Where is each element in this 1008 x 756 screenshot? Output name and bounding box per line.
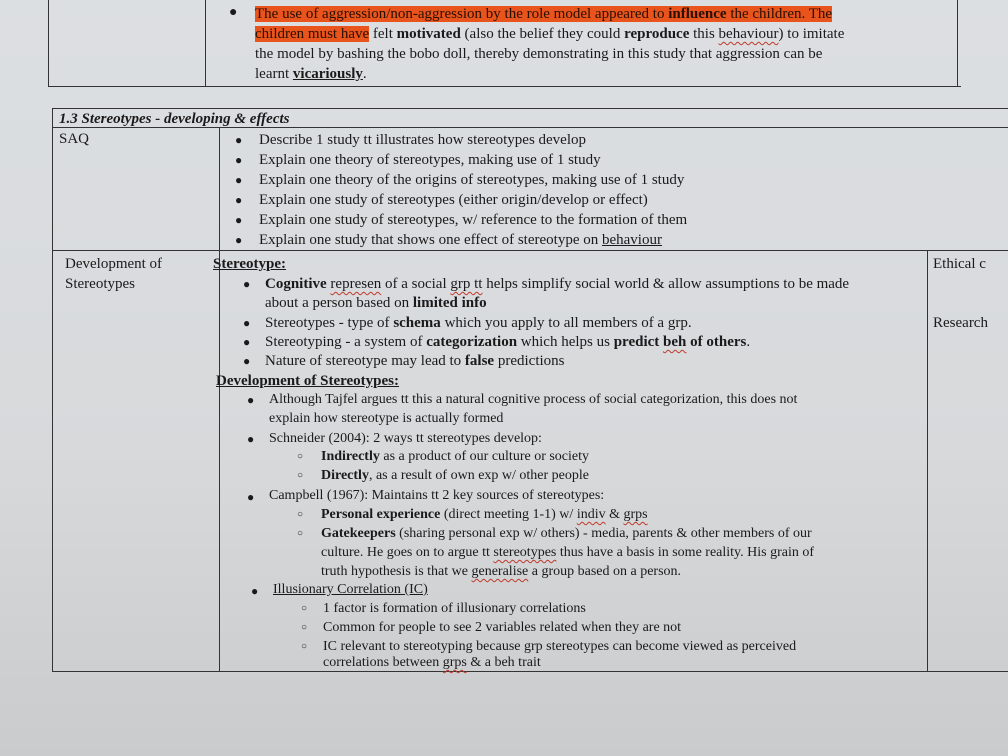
saq-item: Explain one study of stereotypes (either origin/develop or effect) bbox=[259, 192, 648, 208]
campbell-gatekeepers-line3: truth hypothesis is that we generalise a group based on a person. bbox=[321, 564, 682, 579]
bullet: ● bbox=[243, 277, 251, 291]
stereotype-schema: Stereotypes - type of schema which you apply to all members of a grp. bbox=[265, 315, 692, 331]
bullet: ● bbox=[243, 354, 251, 368]
dev-label-line2: Stereotypes bbox=[65, 276, 135, 292]
bullet: ● bbox=[247, 432, 255, 446]
ic-common: Common for people to see 2 variables related when they are not bbox=[323, 620, 682, 635]
saq-label: SAQ bbox=[59, 131, 90, 147]
bullet: ● bbox=[243, 316, 251, 330]
bullet: ● bbox=[235, 153, 243, 167]
column-divider bbox=[927, 250, 928, 671]
bullet: ● bbox=[235, 173, 243, 187]
development-heading: Development of Stereotypes: bbox=[216, 373, 400, 389]
schneider-direct: Directly, as a result of own exp w/ other people bbox=[321, 468, 590, 483]
schneider-indirect: Indirectly as a product of our culture or society bbox=[321, 449, 590, 464]
right-column-ethical: Ethical c bbox=[933, 256, 986, 272]
stereotype-def-line2: about a person based on limited info bbox=[265, 295, 487, 311]
bullet: ● bbox=[235, 133, 243, 147]
bullet: ● bbox=[235, 193, 243, 207]
bullet: ● bbox=[251, 584, 259, 598]
stereotype-nature: Nature of stereotype may lead to false predictions bbox=[265, 353, 565, 369]
column-divider bbox=[205, 0, 206, 86]
bullet: ● bbox=[235, 233, 243, 247]
column-divider bbox=[219, 127, 220, 671]
sub-bullet: ○ bbox=[301, 622, 308, 633]
dev-label-line1: Development of bbox=[65, 256, 163, 272]
sub-bullet: ○ bbox=[297, 509, 304, 520]
sub-bullet: ○ bbox=[301, 641, 308, 652]
saq-item: Explain one study of stereotypes, w/ reference to the formation of them bbox=[259, 212, 688, 228]
tajfel-point: Although Tajfel argues tt this a natural cognitive process of social categorization, this does not bbox=[269, 392, 798, 407]
stereotype-heading: Stereotype: bbox=[213, 256, 287, 272]
tajfel-point-line2: explain how stereotype is actually formed bbox=[269, 411, 504, 426]
ic-point: Illusionary Correlation (IC) bbox=[273, 582, 428, 597]
bullet: ● bbox=[243, 335, 251, 349]
ic-relevant: IC relevant to stereotyping because grp stereotypes can become viewed as perceived bbox=[323, 639, 797, 654]
bullet: ● bbox=[247, 393, 255, 407]
bullet: ● bbox=[247, 490, 255, 504]
previous-table-fragment bbox=[48, 0, 961, 87]
campbell-personal: Personal experience (direct meeting 1-1) w/ indiv & grps bbox=[321, 507, 648, 522]
bullet: ● bbox=[229, 5, 238, 20]
campbell-gatekeepers: Gatekeepers (sharing personal exp w/ others) - media, parents & other members of our bbox=[321, 526, 812, 541]
saq-item: Describe 1 study tt illustrates how stereotypes develop bbox=[259, 132, 587, 148]
top-bullet-text: The use of aggression/non-aggression by the role model appeared to influence the children. The children must have felt motivated (also the belief they could reproduce this behaviour) to imitate the model by bashing the bobo doll, thereby demonstrating in this study that aggression can be learnt vicariously. bbox=[255, 6, 845, 82]
campbell-gatekeepers-line2: culture. He goes on to argue tt stereotypes thus have a basis in some reality. His grain of bbox=[321, 545, 815, 560]
saq-item: Explain one theory of stereotypes, making use of 1 study bbox=[259, 152, 601, 168]
right-column-research: Research bbox=[933, 315, 988, 331]
sub-bullet: ○ bbox=[297, 470, 304, 481]
ic-relevant-line2: correlations between grps & a beh trait bbox=[323, 655, 541, 670]
stereotyping-system: Stereotyping - a system of categorization which helps us predict beh of others. bbox=[265, 334, 751, 350]
schneider-point: Schneider (2004): 2 ways tt stereotypes develop: bbox=[269, 431, 542, 446]
column-divider bbox=[957, 0, 958, 86]
bullet: ● bbox=[235, 213, 243, 227]
row-divider bbox=[53, 250, 1008, 251]
stereotype-def: Cognitive represen of a social grp tt helps simplify social world & allow assumptions to be made bbox=[265, 276, 850, 292]
section-title: 1.3 Stereotypes - developing & effects bbox=[59, 111, 290, 127]
sub-bullet: ○ bbox=[297, 528, 304, 539]
sub-bullet: ○ bbox=[297, 451, 304, 462]
saq-item: Explain one study that shows one effect of stereotype on behaviour bbox=[259, 232, 662, 248]
sub-bullet: ○ bbox=[301, 603, 308, 614]
saq-item: Explain one theory of the origins of stereotypes, making use of 1 study bbox=[259, 172, 685, 188]
ic-factor: 1 factor is formation of illusionary correlations bbox=[323, 601, 586, 616]
stereotypes-table bbox=[52, 108, 1008, 672]
campbell-point: Campbell (1967): Maintains tt 2 key sources of stereotypes: bbox=[269, 488, 605, 503]
